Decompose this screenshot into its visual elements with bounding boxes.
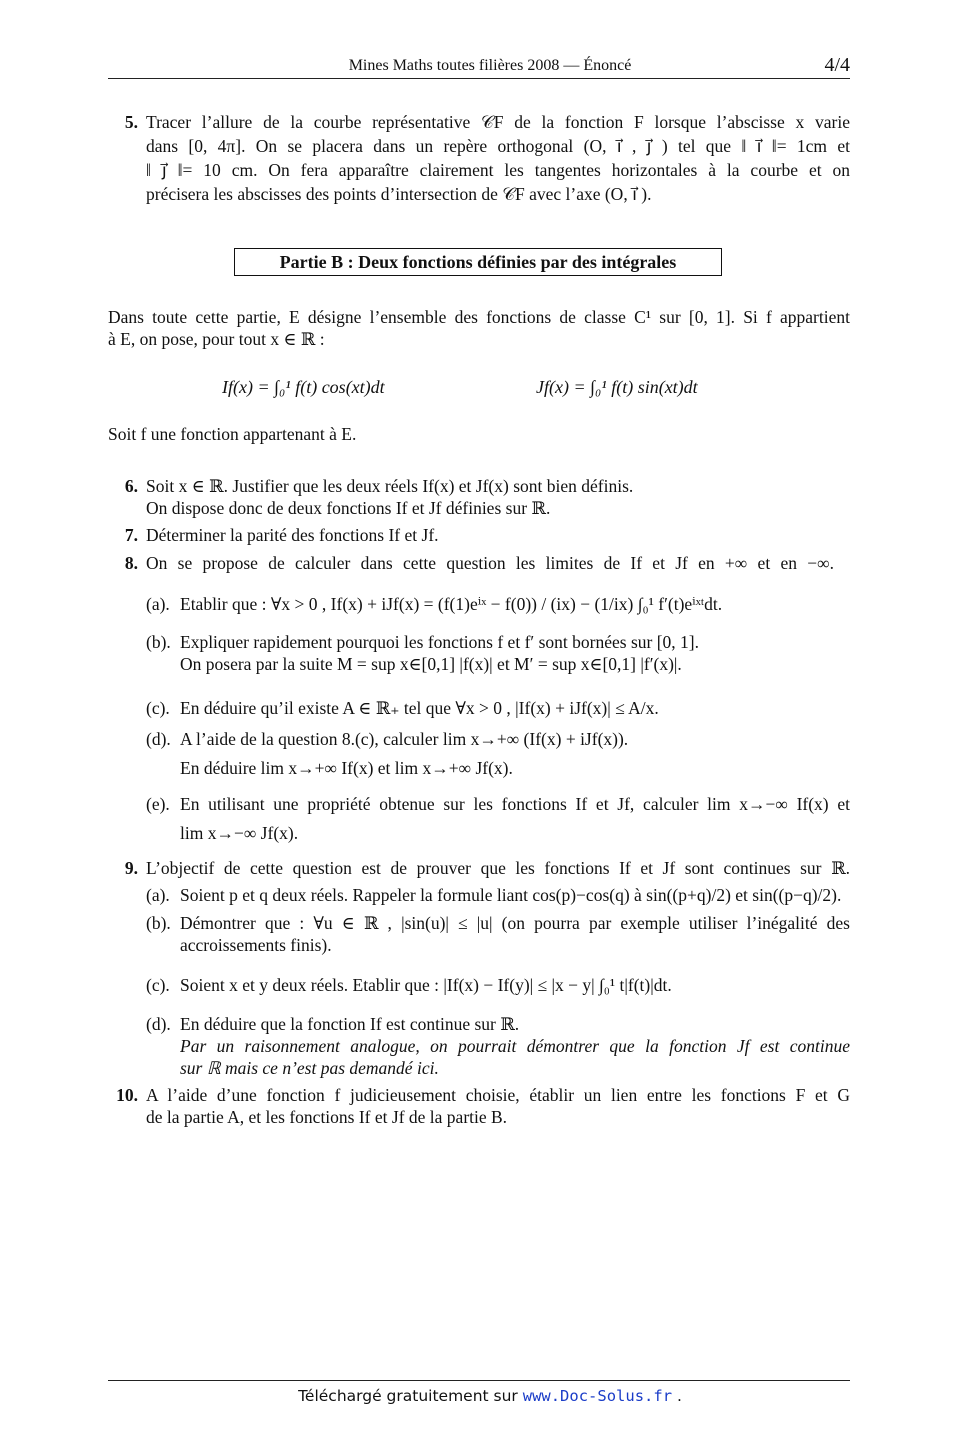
subquestion-text: Soient x et y deux réels. Etablir que : |If(x) − If(y)| ≤ |x − y| ∫₀¹ t|f(t)|dt. — [180, 975, 672, 995]
question-text: Tracer l’allure de la courbe représentative 𝒞F de la fonction F lorsque l’abscisse x varie — [146, 112, 850, 132]
question-text: L’objectif de cette question est de prouver que les fonctions If et Jf sont continues sur ℝ. — [146, 858, 850, 878]
subquestion-text: Expliquer rapidement pourquoi les fonctions f et f′ sont bornées sur [0, 1]. — [180, 632, 699, 652]
intro-text: Dans toute cette partie, E désigne l’ensemble des fonctions de classe C¹ sur [0, 1]. Si f appartient — [108, 307, 850, 327]
subquestion-label: (a). — [146, 885, 170, 905]
subquestion-text: lim x→−∞ Jf(x). — [180, 823, 299, 843]
subquestion-label: (b). — [146, 913, 171, 933]
formula-J: Jf(x) = ∫₀¹ f(t) sin(xt)dt — [536, 377, 698, 397]
footer-text: Téléchargé gratuitement sur — [298, 1387, 523, 1405]
question-number: 9. — [124, 858, 138, 878]
subquestion-text: On posera par la suite M = sup x∈[0,1] |f(x)| et M′ = sup x∈[0,1] |f′(x)|. — [180, 654, 682, 674]
remark-text: Par un raisonnement analogue, on pourrait démontrer que la fonction Jf est continue — [180, 1036, 850, 1056]
question-text: précisera les abscisses des points d’intersection de 𝒞F avec l’axe (O, i⃗ ). — [146, 184, 652, 204]
subquestion-text: accroissements finis). — [180, 935, 332, 955]
subquestion-label: (b). — [146, 632, 171, 652]
subquestion-label: (d). — [146, 729, 171, 749]
subquestion-text: Soient p et q deux réels. Rappeler la formule liant cos(p)−cos(q) à sin((p+q)/2) et sin((p−q)/2). — [180, 885, 842, 905]
remark-text: sur ℝ mais ce n’est pas demandé ici. — [180, 1058, 439, 1078]
question-number: 7. — [124, 525, 138, 545]
subquestion-text: Démontrer que : ∀u ∈ ℝ , |sin(u)| ≤ |u| (on pourra par exemple utiliser l’inégalité des — [180, 913, 850, 933]
question-text: Soit x ∈ ℝ. Justifier que les deux réels If(x) et Jf(x) sont bien définis. — [146, 476, 634, 496]
subquestion-text: En utilisant une propriété obtenue sur les fonctions If et Jf, calculer lim x→−∞ If(x) et — [180, 794, 850, 814]
subquestion-text: En déduire que la fonction If est continue sur ℝ. — [180, 1014, 520, 1034]
formula-I: If(x) = ∫₀¹ f(t) cos(xt)dt — [222, 377, 385, 397]
page-number: 4/4 — [824, 54, 850, 76]
subquestion-label: (d). — [146, 1014, 171, 1034]
question-number: 8. — [124, 553, 138, 573]
question-number: 10. — [116, 1085, 138, 1105]
subquestion-text: A l’aide de la question 8.(c), calculer lim x→+∞ (If(x) + iJf(x)). — [180, 729, 629, 749]
footer — [0, 1387, 980, 1405]
footer-end: . — [672, 1387, 682, 1405]
question-text: On se propose de calculer dans cette question les limites de If et Jf en +∞ et en −∞. — [146, 553, 834, 573]
header-rule — [108, 78, 850, 79]
subquestion-text: En déduire lim x→+∞ If(x) et lim x→+∞ Jf(x). — [180, 758, 513, 778]
question-text: On dispose donc de deux fonctions If et Jf définies sur ℝ. — [146, 498, 551, 518]
question-number: 6. — [124, 476, 138, 496]
question-text: A l’aide d’une fonction f judicieusement choisie, établir un lien entre les fonctions F et G — [146, 1085, 850, 1105]
question-number: 5. — [124, 112, 138, 132]
question-text: Déterminer la parité des fonctions If et Jf. — [146, 525, 439, 545]
question-text: ‖ j⃗ ‖= 10 cm. On fera apparaître clairement les tangentes horizontales à la courbe et on — [146, 160, 850, 180]
doc-solus-link[interactable]: www.Doc-Solus.fr — [522, 1387, 673, 1405]
footer-rule — [108, 1380, 850, 1381]
question-text: de la partie A, et les fonctions If et Jf de la partie B. — [146, 1107, 508, 1127]
subquestion-label: (c). — [146, 698, 170, 718]
subquestion-label: (e). — [146, 794, 170, 814]
intro-text: à E, on pose, pour tout x ∈ ℝ : — [108, 329, 325, 349]
subquestion-text: En déduire qu’il existe A ∈ ℝ₊ tel que ∀x > 0 , |If(x) + iJf(x)| ≤ A/x. — [180, 698, 659, 718]
subquestion-label: (c). — [146, 975, 170, 995]
intro-text: Soit f une fonction appartenant à E. — [108, 424, 357, 444]
question-text: dans [0, 4π]. On se placera dans un repère orthogonal (O, i⃗ , j⃗ ) tel que ‖ i⃗ ‖= 1cm et — [146, 136, 850, 156]
section-title: Partie B : Deux fonctions définies par des intégrales — [234, 248, 722, 276]
subquestion-text: Etablir que : ∀x > 0 , If(x) + iJf(x) = (f(1)eⁱˣ − f(0)) / (ix) − (1/ix) ∫₀¹ f′(t)eⁱˣᵗdt. — [180, 594, 723, 614]
header-title: Mines Maths toutes filières 2008 — Énoncé — [348, 57, 632, 74]
subquestion-label: (a). — [146, 594, 170, 614]
